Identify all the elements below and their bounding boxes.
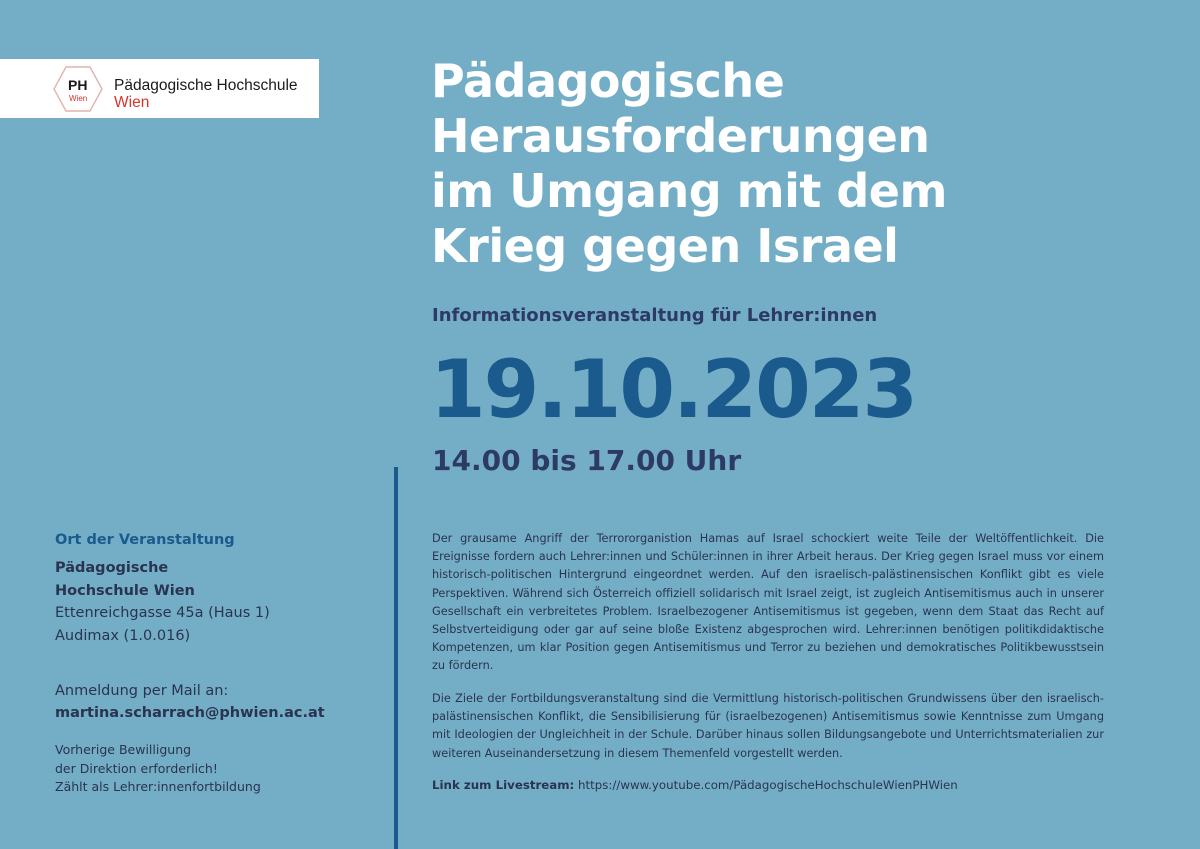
note-line-2: der Direktion erforderlich! — [55, 760, 218, 776]
venue-line-4: Audimax (1.0.016) — [55, 627, 191, 644]
note-line-1: Vorherige Bewilligung — [55, 742, 192, 757]
livestream-label: Link zum Livestream: — [432, 778, 575, 792]
registration-label: Anmeldung per Mail an: — [55, 683, 229, 699]
venue-heading: Ort der Veranstaltung — [55, 532, 235, 548]
approval-notes — [55, 741, 261, 797]
logo-wordmark — [114, 77, 298, 111]
venue-line-1: Pädagogische — [55, 560, 169, 576]
logo-name-line1: Pädagogische Hochschule — [114, 77, 298, 94]
venue-line-2: Hochschule Wien — [55, 582, 195, 599]
ph-wien-logo-icon — [52, 65, 104, 113]
title-line-4: Krieg gegen Israel — [431, 219, 899, 273]
logo-mark-subtext: Wien — [69, 94, 88, 103]
livestream-info — [432, 778, 958, 792]
event-title — [431, 54, 1151, 274]
event-date: 19.10.2023 — [430, 343, 917, 436]
event-time: 14.00 bis 17.00 Uhr — [432, 444, 742, 477]
vertical-divider — [394, 467, 398, 849]
title-line-3: im Umgang mit dem — [431, 164, 947, 218]
description-paragraph-2: Die Ziele der Fortbildungsveranstaltung sind die Vermittlung historisch-politischen Grundwissens über den israelisch-palästinensischen Konflikt, die Sensibilisierung für (israelbezogenen) Antisemitismus sowie Kenntnisse zum Umgang mit Ideologien der Ungleichheit in der Schule. Darüber hinaus sollen Bildungsangebote und Unterrichtsmaterialien zur weiteren Auseinandersetzung in diesem Themenfeld vorgestellt werden. — [432, 692, 1104, 760]
logo-banner — [0, 59, 319, 118]
venue-line-3: Ettenreichgasse 45a (Haus 1) — [55, 605, 270, 621]
title-line-2: Herausforderungen — [431, 109, 930, 163]
event-subtitle: Informationsveranstaltung für Lehrer:innen — [432, 305, 878, 326]
description-paragraph-1: Der grausame Angriff der Terrororganistion Hamas auf Israel schockiert weite Teile der Weltöffentlichkeit. Die Ereignisse fordern auch Lehrer:innen und Schüler:innen in ihrer Arbeit heraus. Der Krieg gegen Israel muss vor einem historisch-politischen Hintergrund eingeordnet werden. Auf den israelisch-palästinensischen Konflikt gibt es viele Perspektiven. Während sich Österreich offiziell solidarisch mit Israel zeigt, ist zugleich Antisemitismus auch in unserer Gesellschaft ein verbreitetes Problem. Israelbezogener Antisemitismus ist gegeben, wenn dem Staat das Recht auf Selbstverteidigung oder gar auf seine bloße Existenz abgesprochen wird. Lehrer:innen benötigen politikdidaktische Kompetenzen, um klar Position gegen Antisemitismus und Terror zu beziehen und demokratisches Politikbewusstsein zu fördern. — [432, 532, 1104, 673]
registration-email-link[interactable]: martina.scharrach@phwien.ac.at — [55, 705, 325, 721]
venue-address — [55, 557, 270, 647]
livestream-link[interactable]: https://www.youtube.com/PädagogischeHochschuleWienPHWien — [578, 778, 958, 792]
logo-mark-text: PH — [68, 77, 88, 93]
note-line-3: Zählt als Lehrer:innenfortbildung — [55, 779, 261, 794]
title-line-1: Pädagogische — [431, 54, 785, 108]
logo-name-line2: Wien — [114, 94, 150, 111]
